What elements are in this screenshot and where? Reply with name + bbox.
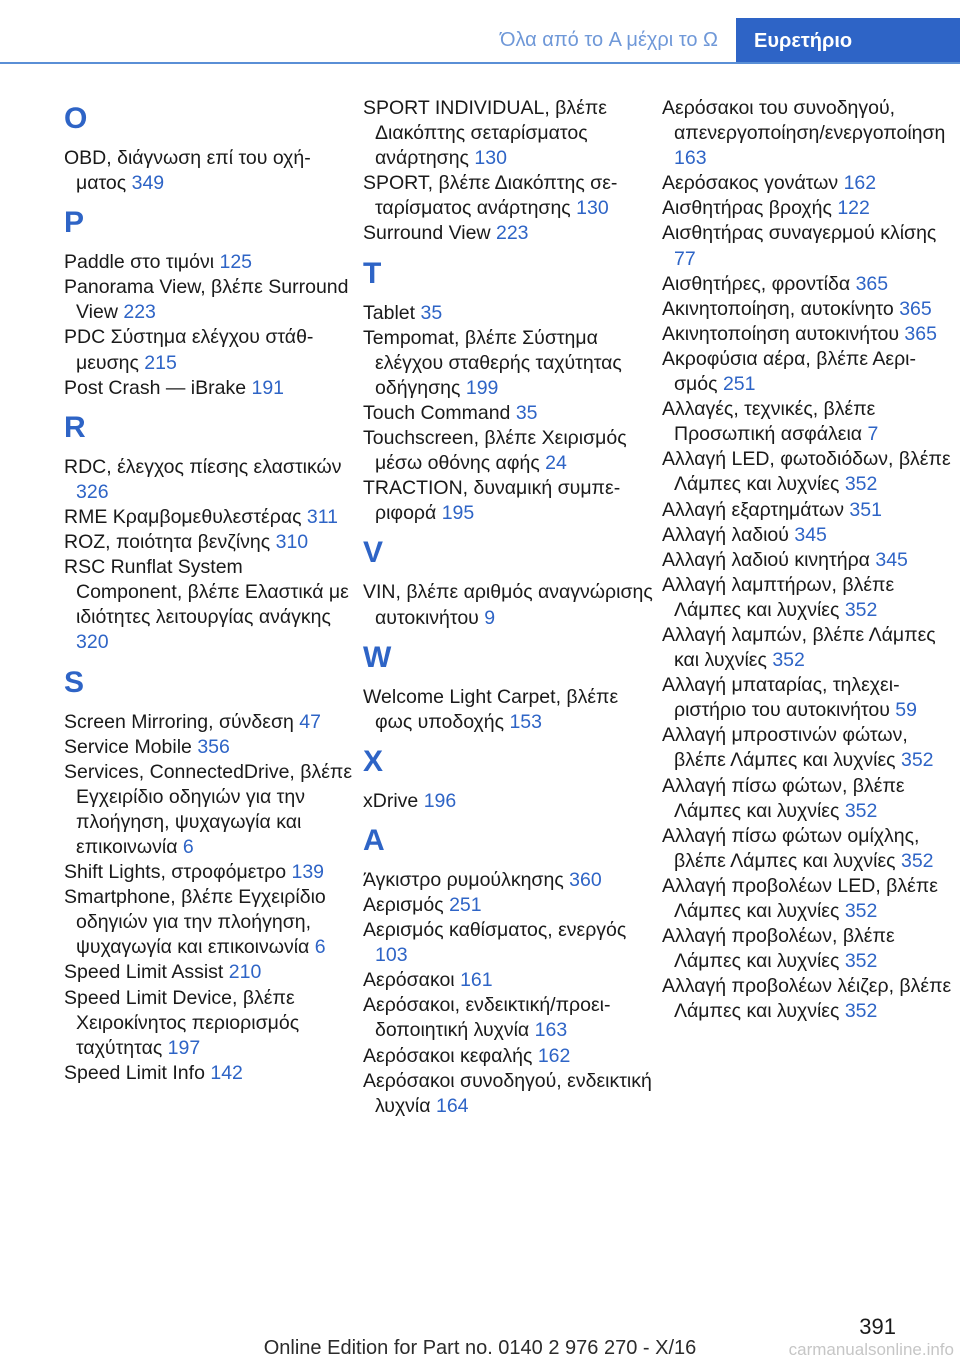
index-entry [662,347,952,397]
index-entry-text: Αερισμός [363,893,444,916]
index-entry-text: Αισθητήρας βροχής [662,197,832,220]
index-entry [363,789,653,814]
index-entry-text: Welcome Light Carpet, βλέπε φως υποδοχής [363,685,619,733]
page-reference-link[interactable]: 351 [849,498,882,521]
page-reference-link[interactable]: 352 [844,900,878,922]
index-entry [64,250,354,275]
index-entry-text: Αλλαγή πίσω φώτων ομίχλης, βλέπε Λάμπες και λυχνίες [662,824,920,872]
page-reference-link[interactable]: 197 [167,1036,201,1059]
index-entry [363,893,653,918]
page-reference-link[interactable]: 196 [423,789,457,812]
page-reference-link[interactable]: 365 [904,322,937,345]
index-entry-text: Αλλαγή λαμπών, βλέπε Λάμπες και λυχνίες [662,623,936,672]
index-entry [662,272,952,297]
index-letter-heading: O [64,102,88,135]
index-entry [662,447,952,497]
index-entry [64,710,354,735]
index-entry-text: Αερόσακοι [363,969,455,992]
index-column-2 [363,96,653,1119]
index-entry-text: Αλλαγή λαμπτήρων, βλέπε Λάμπες και λυχνίες [662,573,895,621]
index-group [363,530,653,630]
page-reference-link[interactable]: 356 [197,735,230,758]
index-entry-text: Smartphone, βλέπε Εγχειρίδιο οδηγιών για την πλοήγηση, ψυχαγωγία και επικοινωνία [64,886,326,959]
index-entry-text: Αλλαγή μπαταρίας, τηλεχειριστήριο του αυτοκινήτου [662,674,900,722]
index-entry-text: xDrive [363,789,419,812]
index-entry-text: Tempomat, βλέπε Σύστημα ελέγχου σταθερής ταχύτητας οδήγησης [363,326,622,399]
page-reference-link[interactable]: 153 [509,710,542,733]
index-entry-text: Surround View [363,222,491,245]
index-entry [662,96,952,171]
index-entry [363,1044,653,1069]
page-reference-link[interactable]: 311 [306,505,339,528]
index-entry-text: Αλλαγή πίσω φώτων, βλέπε Λάμπες και λυχνίες [662,774,905,822]
index-entry [363,968,653,993]
index-entry-text: Speed Limit Info [64,1061,205,1084]
page-reference-link[interactable]: 352 [844,950,878,973]
page-reference-link[interactable]: 161 [460,969,493,992]
page-reference-link[interactable]: 352 [844,799,878,822]
index-entry-text: Αλλαγή εξαρτημάτων [662,498,844,521]
index-entry-text: Αερόσακοι συνοδηγού, ενδεικτική λυχνία [363,1069,652,1117]
index-entry [662,548,952,573]
index-group [64,405,354,656]
index-entry-text: SPORT INDIVIDUAL, βλέπε Διακόπτης σεταρίσματος ανάρτησης [363,97,607,170]
index-entry-text: Panorama View, βλέπε Surround View [64,276,349,324]
page-reference-link[interactable]: 352 [900,749,934,772]
index-entry [64,325,354,375]
page-reference-link[interactable]: 35 [515,401,538,424]
index-entry-text: Αερόσακοι του συνοδηγού, απενεργοποίηση/ενεργοποίηση [662,97,946,145]
page-reference-link[interactable]: 47 [299,710,321,733]
index-entry-text: Paddle στο τιμόνι [64,251,215,274]
page-reference-link[interactable]: 326 [76,480,109,503]
page-reference-link[interactable]: 360 [569,868,602,891]
index-entry-text: Ακροφύσια αέρα, βλέπε Αερισμός [662,347,917,396]
index-entry [64,505,354,530]
index-entry [363,1069,653,1119]
index-group [363,818,653,1119]
index-entry-text: Ακινητοποίηση, αυτοκίνητο [662,297,894,320]
page-reference-link[interactable]: 6 [314,936,326,959]
index-entry [64,555,354,655]
page-reference-link[interactable]: 352 [900,849,934,872]
page-reference-link[interactable]: 163 [534,1019,568,1042]
index-letter-heading: T [363,256,382,290]
page-reference-link[interactable]: 142 [210,1061,243,1084]
page-number: 391 [859,1314,896,1339]
index-entry-text: Αλλαγή προβολέων, βλέπε Λάμπες και λυχνίες [662,925,895,973]
page-reference-link[interactable]: 210 [228,961,262,984]
index-entry-text: Αερόσακοι κεφαλής [363,1044,533,1067]
index-entry [64,860,354,885]
chapter-tab[interactable]: Όλα από το A μέχρι το Ω [500,29,718,51]
index-entry-text: Touchscreen, βλέπε Χειρισμός μέσω οθόνης αφής [363,427,627,475]
page-reference-link[interactable]: 195 [441,502,475,525]
index-entry-text: SPORT, βλέπε Διακόπτης σεταρίσματος ανάρτησης [363,172,618,220]
page-reference-link[interactable]: 164 [435,1094,469,1117]
index-entry-text: Αλλαγή προβολέων LED, βλέπε Λάμπες και λυχνίες [662,874,938,922]
index-entry [363,868,653,893]
index-entry [662,774,952,824]
page-reference-link[interactable]: 191 [251,376,285,399]
index-entry [363,326,653,401]
index-group [363,635,653,735]
index-entry [662,498,952,523]
page-reference-link[interactable]: 130 [474,147,507,170]
index-entry-text: Άγκιστρο ρυμούλκησης [363,868,564,891]
index-entry-text: Αερισμός καθίσματος, ενεργός [363,919,627,942]
index-entry [662,297,952,322]
index-group [64,96,354,196]
index-entry [662,573,952,623]
index-group [363,739,653,814]
index-entry-text: Αερόσακοι, ενδεικτική/προειδοποιητική λυχνία [363,994,611,1042]
index-entry [363,96,653,171]
index-entry-text: Αλλαγές, τεχνικές, βλέπε Προσωπική ασφάλεια [662,398,876,446]
page-reference-link[interactable]: 251 [449,893,482,916]
index-entry-text: OBD, διάγνωση επί του οχήματος [64,147,311,195]
index-entry [662,171,952,196]
page-reference-link[interactable]: 59 [895,699,917,722]
index-entry-text: RDC, έλεγχος πίεσης ελαστικών [64,455,342,478]
index-entry-text: RME Κραμβομεθυλεστέρας [64,505,302,528]
index-entry [662,221,952,271]
index-entry [363,476,653,526]
index-entry-text: Shift Lights, στροφόμετρο [64,861,287,884]
index-letter-heading: X [363,744,384,778]
page-reference-link[interactable]: 103 [375,944,408,967]
page-reference-link[interactable]: 310 [275,531,309,554]
index-entry [363,426,653,476]
page-reference-link[interactable]: 365 [855,272,889,295]
index-entry [64,760,354,860]
index-column-1 [64,96,354,1086]
index-entry-text: Speed Limit Assist [64,961,224,984]
page-reference-link[interactable]: 215 [144,351,177,374]
page-reference-link[interactable]: 352 [844,473,878,496]
index-letter-heading: S [64,665,85,699]
index-entry-text: VIN, βλέπε αριθμός αναγνώρισης αυτοκινήτου [363,581,653,629]
index-entry [662,824,952,874]
page-reference-link[interactable]: 352 [844,1000,878,1023]
index-entry [64,735,354,760]
index-entry-text: Post Crash — iBrake [64,376,247,399]
index-entry-text: Αλλαγή λαδιού [662,523,789,546]
index-letter-heading: R [64,410,86,444]
index-entry [64,986,354,1061]
edition-note: Online Edition for Part no. 0140 2 976 270 - X/16 [263,1337,697,1359]
index-group [64,200,354,401]
index-entry [363,301,653,326]
index-entry-text: RSC Runflat System Component, βλέπε Ελαστικά με ιδιότητες λειτουργίας ανάγκης [64,556,349,629]
page-reference-link[interactable]: 352 [772,649,805,672]
index-entry [64,376,354,401]
index-entry-text: Αλλαγή λαδιού κινητήρα [662,548,870,571]
page-reference-link[interactable]: 251 [722,373,756,396]
index-group [662,96,952,1024]
watermark: carmanualsonline.info [788,1340,954,1359]
index-entry-text: ROZ, ποιότητα βενζίνης [64,531,271,554]
index-letter-heading: A [363,823,385,857]
page-reference-link[interactable]: 7 [867,423,879,446]
index-entry-text: Screen Mirroring, σύνδεση [64,710,294,733]
index-entry-text: Αισθητήρας συναγερμού κλίσης [662,222,937,245]
index-entry [662,623,952,673]
page-reference-link[interactable]: 6 [182,835,194,858]
index-entry-text: Touch Command [363,401,511,424]
index-entry [662,723,952,773]
page-reference-link[interactable]: 345 [794,523,827,546]
index-group [363,251,653,527]
index-column-3 [662,96,952,1024]
header-rule [0,62,960,64]
index-entry [363,401,653,426]
index-group [64,660,354,1086]
index-entry [64,455,354,505]
index-entry [363,993,653,1043]
index-entry [363,221,653,246]
index-entry-text: Ακινητοποίηση αυτοκινήτου [662,322,899,345]
page-reference-link[interactable]: 24 [545,452,567,475]
page-reference-link[interactable]: 365 [899,297,932,320]
index-entry-text: Service Mobile [64,735,192,758]
index-entry [662,673,952,723]
page-reference-link[interactable]: 223 [123,301,156,324]
index-letter-heading: W [363,640,392,674]
index-entry-text: TRACTION, δυναμική συμπεριφορά [363,477,621,525]
index-entry [64,146,354,196]
index-entry [662,397,952,447]
index-entry-text: Αλλαγή μπροστινών φώτων, βλέπε Λάμπες και λυχνίες [662,724,908,772]
index-entry [64,530,354,555]
page-reference-link[interactable]: 9 [484,606,496,629]
index-tab[interactable]: Ευρετήριο [736,18,960,64]
page-reference-link[interactable]: 352 [844,598,878,621]
page-reference-link[interactable]: 320 [76,631,109,654]
page-reference-link[interactable]: 223 [495,222,529,245]
index-entry-text: Αισθητήρες, φροντίδα [662,272,851,295]
index-entry-text: Αλλαγή προβολέων λέιζερ, βλέπε Λάμπες και λυχνίες [662,975,952,1023]
index-entry [662,523,952,548]
index-entry [662,322,952,347]
index-letter-heading: P [64,206,85,240]
page-reference-link[interactable]: 199 [465,376,499,399]
page-reference-link[interactable]: 77 [674,247,696,270]
index-entry [662,974,952,1024]
page-reference-link[interactable]: 35 [420,301,443,324]
index-entry-text: Tablet [363,301,416,324]
page-reference-link[interactable]: 122 [837,197,870,220]
index-group [363,96,653,247]
page-reference-link[interactable]: 162 [537,1044,571,1067]
page-reference-link[interactable]: 163 [674,147,707,170]
index-entry [662,874,952,924]
index-entry-text: PDC Σύστημα ελέγχου στάθμευσης [64,326,314,374]
index-entry [64,960,354,985]
index-entry [662,924,952,974]
index-entry-text: Services, ConnectedDrive, βλέπε Εγχειρίδιο οδηγιών για την πλοήγηση, ψυχαγωγία και επικοινωνία [64,760,353,858]
page-reference-link[interactable]: 162 [843,172,877,195]
index-letter-heading: V [363,536,384,570]
page-reference-link[interactable]: 130 [576,197,609,220]
page-reference-link[interactable]: 345 [875,548,908,571]
index-entry [64,1061,354,1086]
page-reference-link[interactable]: 139 [291,861,325,884]
index-entry [662,196,952,221]
page-reference-link[interactable]: 349 [131,172,165,195]
index-entry [64,275,354,325]
index-entry-text: Speed Limit Device, βλέπε Χειροκίνητος περιορισμός ταχύτητας [64,986,300,1059]
index-entry [64,885,354,960]
index-entry [363,171,653,221]
index-entry-text: Αλλαγή LED, φωτοδιόδων, βλέπε Λάμπες και λυχνίες [662,448,951,496]
index-entry [363,918,653,968]
page-reference-link[interactable]: 125 [219,251,253,274]
index-entry [363,580,653,630]
index-entry [363,685,653,735]
index-entry-text: Αερόσακος γονάτων [662,172,839,195]
